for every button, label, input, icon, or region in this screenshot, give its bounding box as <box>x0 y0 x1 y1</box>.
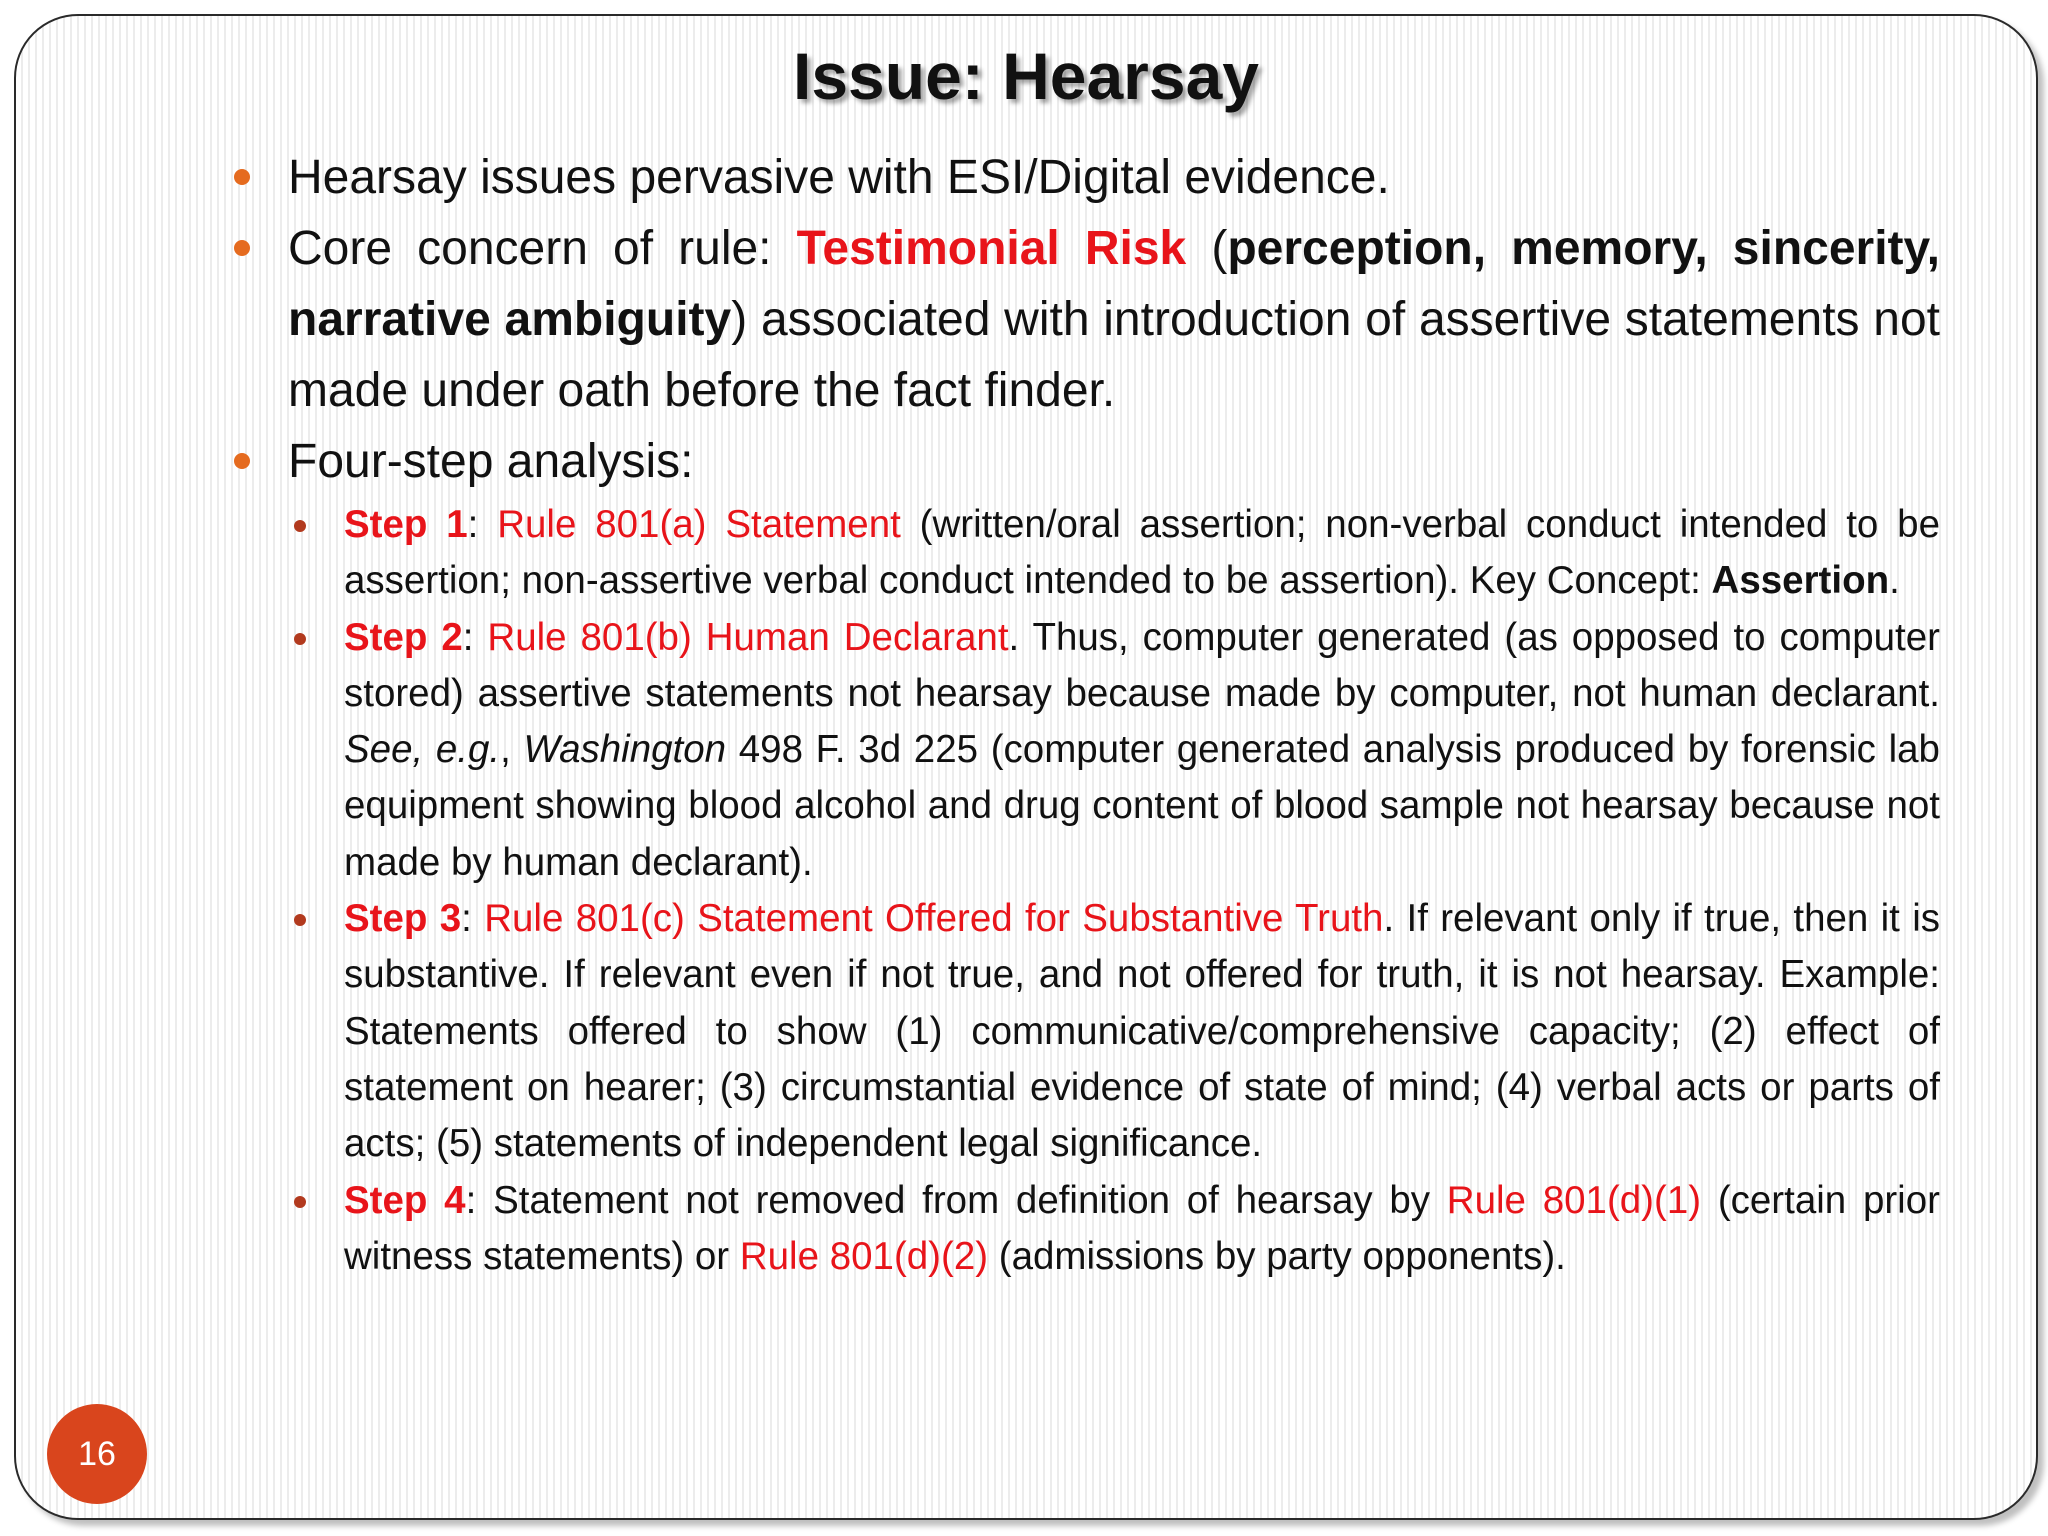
case-name-italic: Washington <box>523 728 727 772</box>
citation-signal-italic: See, e.g. <box>344 728 501 772</box>
step-label: Step 4 <box>344 1178 466 1222</box>
step-1-item <box>294 497 1940 610</box>
rule-reference: Rule 801(d)(2) <box>739 1234 989 1278</box>
bullet-text: ) associated with introduction of assertive statements not made under oath before the fact finder. <box>288 293 1940 417</box>
bullet-hearsay-esi <box>234 142 1940 213</box>
step-text: . If relevant only if true, then it is substantive. If relevant even if not true, and not offered for truth, it is not hearsay. Example: Statements offered to show (1) communicative/comprehensive capacity; (2) effect of statement on hearer; (3) circumstantial evidence of state of mind; (4) verbal acts or parts of acts; (5) statements of independent legal significance. <box>344 897 1941 1166</box>
sub-bullet-dot-icon <box>294 914 306 926</box>
page-number-badge: 16 <box>47 1404 147 1504</box>
step-label: Step 2 <box>344 615 463 659</box>
bullet-core-concern <box>234 213 1940 426</box>
step-separator: : <box>467 503 498 546</box>
step-separator: : <box>462 615 488 659</box>
testimonial-risk-highlight: Testimonial Risk <box>796 222 1187 275</box>
step-4-item <box>294 1173 1940 1286</box>
bullet-dot-icon <box>234 240 250 256</box>
bullet-dot-icon <box>234 453 250 469</box>
slide-body <box>234 142 1940 1285</box>
step-2-item <box>294 610 1940 891</box>
rule-reference: Rule 801(d)(1) <box>1446 1178 1702 1222</box>
slide <box>14 14 2038 1520</box>
step-text: (written/oral assertion; non-verbal conduct intended to be assertion; non-assertive verbal conduct intended to be assertion). Key Concept: <box>344 503 1940 603</box>
step-text: 498 F. 3d 225 (computer generated analysis produced by forensic lab equipment showing blood alcohol and drug content of blood sample not hearsay because not made by human declarant). <box>344 728 1940 884</box>
sub-bullet-dot-icon <box>294 520 306 532</box>
step-text: Statement not removed from definition of hearsay by <box>493 1178 1447 1222</box>
bullet-text: Four-step analysis: <box>288 435 694 488</box>
step-3-item <box>294 891 1940 1172</box>
bullet-text: Hearsay issues pervasive with ESI/Digital evidence. <box>288 151 1390 204</box>
bullet-dot-icon <box>234 169 250 185</box>
slide-title: Issue: Hearsay <box>793 39 1259 113</box>
risk-factors-bold: perception, memory, sincerity, narrative ambiguity <box>288 222 1940 346</box>
bullet-four-step <box>234 426 1940 497</box>
rule-reference: Rule 801(a) Statement <box>497 503 901 546</box>
step-text: , <box>500 728 524 772</box>
step-label: Step 3 <box>344 897 462 941</box>
step-text: . Thus, computer generated (as opposed to computer stored) assertive statements not hearsay because made by computer, not human declarant. <box>344 615 1940 715</box>
key-concept-bold: Assertion <box>1711 559 1890 603</box>
step-text: . <box>1889 559 1900 603</box>
step-label: Step 1 <box>344 503 468 546</box>
step-list <box>234 497 1940 1285</box>
step-text: (certain prior witness statements) or <box>344 1178 1940 1278</box>
bullet-text: ( <box>1186 222 1228 275</box>
bullet-text: Core concern of rule: <box>288 222 797 275</box>
rule-reference: Rule 801(c) Statement Offered for Substantive Truth <box>484 897 1384 941</box>
sub-bullet-dot-icon <box>294 1196 306 1208</box>
step-text: (admissions by party opponents). <box>988 1234 1566 1278</box>
step-separator: : <box>465 1178 494 1222</box>
rule-reference: Rule 801(b) Human Declarant <box>487 615 1009 659</box>
sub-bullet-dot-icon <box>294 633 306 645</box>
step-separator: : <box>461 897 485 941</box>
